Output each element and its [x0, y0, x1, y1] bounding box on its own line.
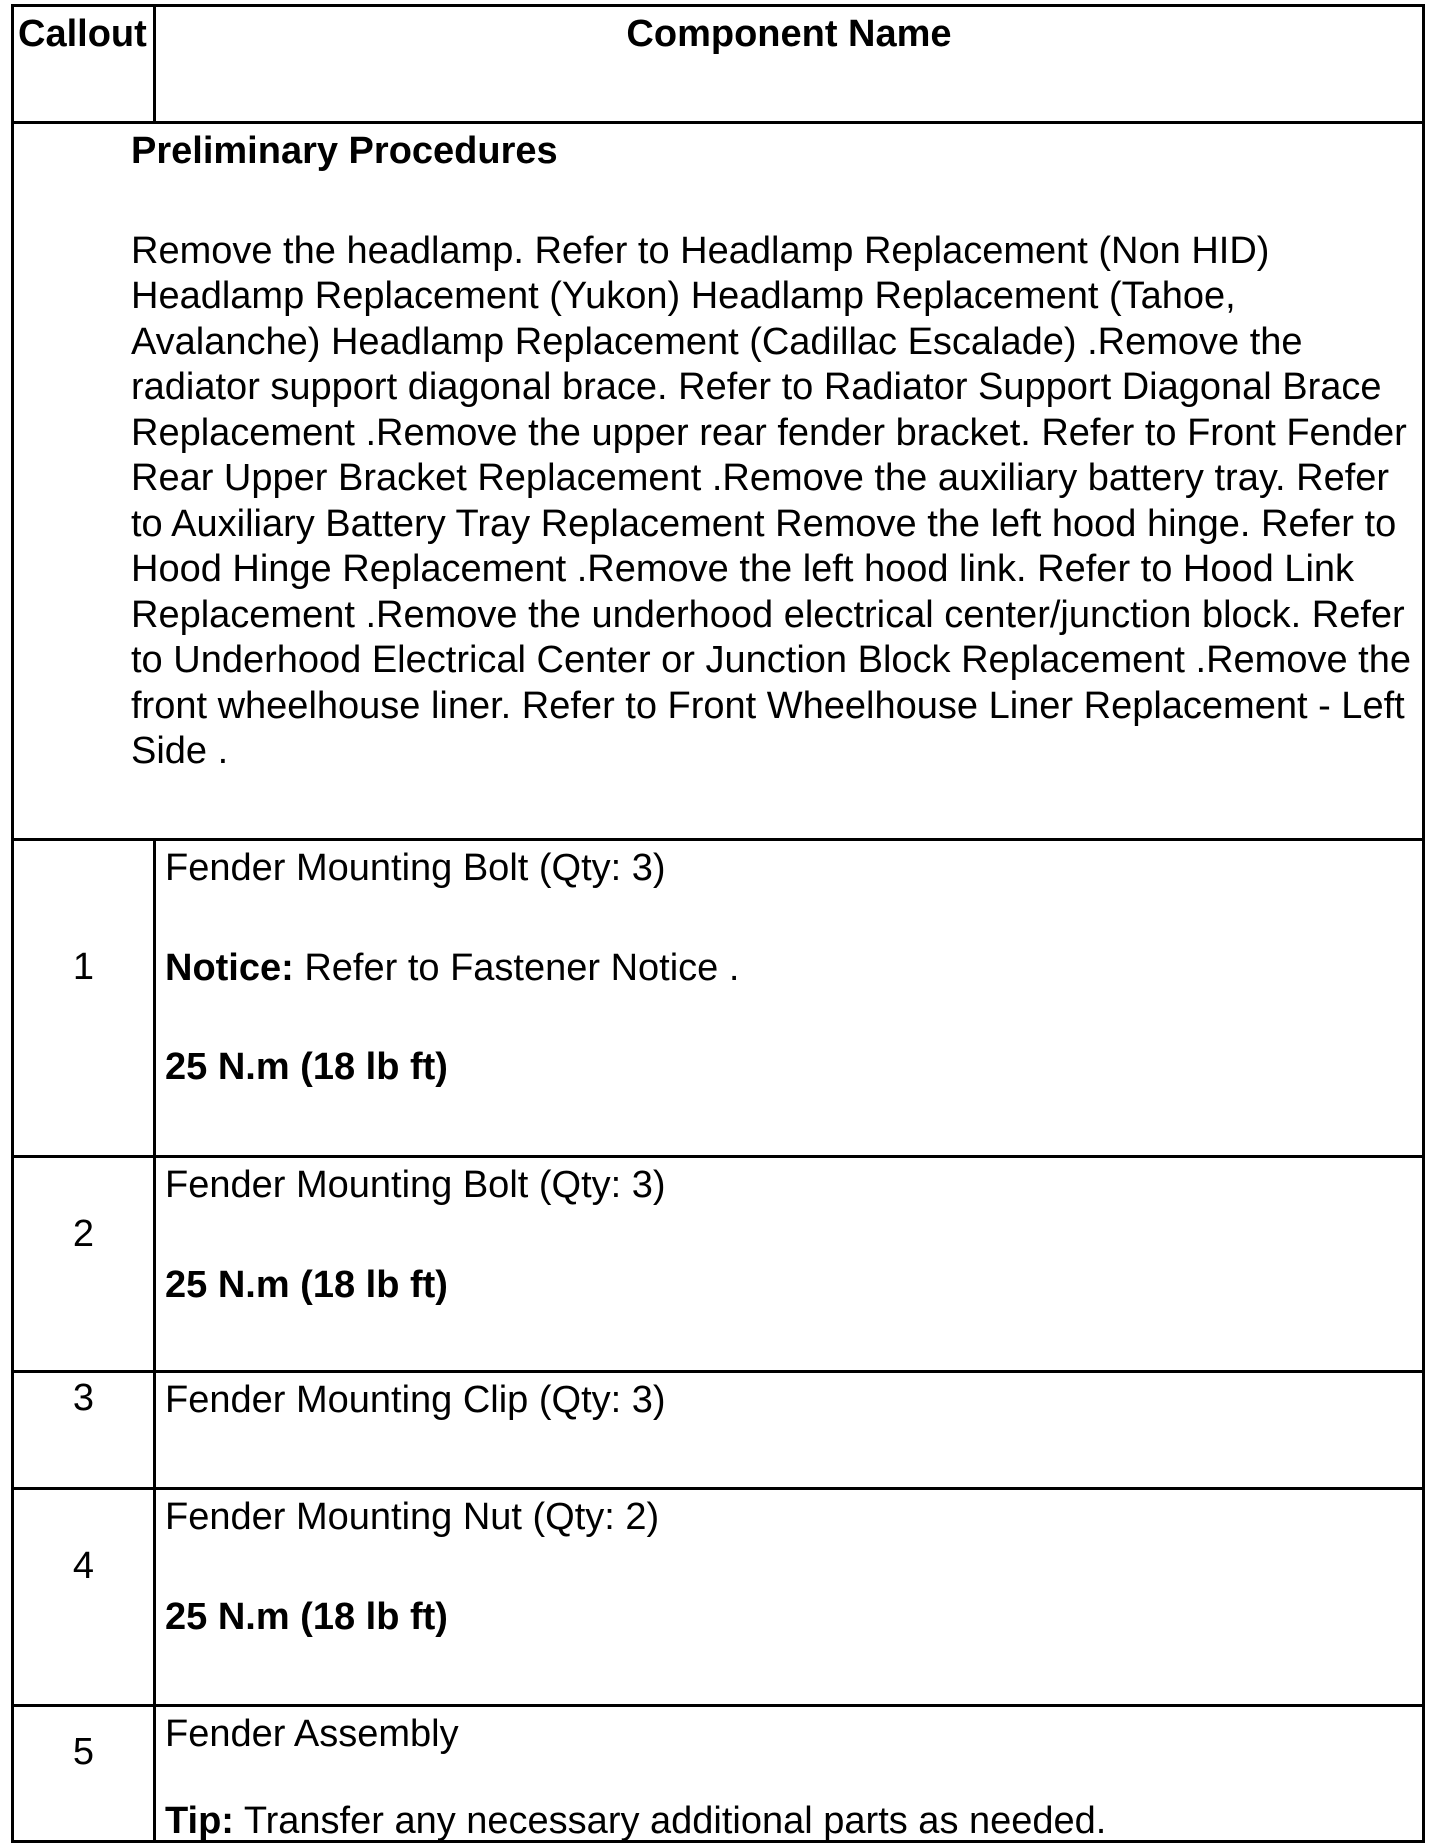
torque-spec: 25 N.m (18 lb ft) [165, 1595, 448, 1638]
callout-number: 1 [14, 841, 156, 1155]
table-row [14, 1373, 1422, 1490]
callout-number: 2 [14, 1158, 156, 1370]
procedure-line: Remove the headlamp. Refer to Headlamp Replacement (Non HID) [131, 229, 1270, 272]
procedure-line: to Auxiliary Battery Tray Replacement Remove the left hood hinge. Refer to [131, 502, 1397, 545]
notice-text: Refer to Fastener Notice . [304, 946, 740, 989]
preliminary-procedures-text [131, 229, 1422, 775]
component-name-column-header: Component Name [626, 13, 952, 55]
procedure-line: Headlamp Replacement (Yukon) Headlamp Replacement (Tahoe, [131, 275, 1236, 317]
component-name: Fender Mounting Clip (Qty: 3) [165, 1379, 666, 1421]
procedure-line: radiator support diagonal brace. Refer to Radiator Support Diagonal Brace [131, 366, 1382, 408]
component-cell [156, 1158, 1422, 1370]
component-cell [156, 1490, 1422, 1704]
procedure-line: Avalanche) Headlamp Replacement (Cadillac Escalade) .Remove the [131, 320, 1303, 363]
notice-label: Notice: [165, 946, 294, 989]
table-row [14, 1490, 1422, 1707]
tip [165, 1802, 1422, 1840]
table-row [14, 1707, 1422, 1840]
tip-text: Transfer any necessary additional parts as needed. [243, 1800, 1107, 1842]
torque-spec: 25 N.m (18 lb ft) [165, 1263, 448, 1306]
callout-number: 3 [14, 1373, 156, 1487]
procedure-line: Side . [131, 730, 229, 772]
procedure-line: to Underhood Electrical Center or Junction Block Replacement .Remove the [131, 639, 1411, 681]
table-row [14, 841, 1422, 1158]
component-table [11, 4, 1425, 1843]
preliminary-procedures-cell [14, 124, 1422, 838]
tip-label: Tip: [165, 1800, 234, 1842]
table-row [14, 1158, 1422, 1373]
component-name: Fender Mounting Bolt (Qty: 3) [165, 1164, 666, 1206]
component-cell [156, 1707, 1422, 1840]
procedure-line: Replacement .Remove the underhood electrical center/junction block. Refer [131, 593, 1405, 636]
component-name: Fender Assembly [165, 1713, 459, 1755]
component-cell [156, 841, 1422, 1155]
callout-number: 4 [14, 1490, 156, 1704]
procedure-line: Hood Hinge Replacement .Remove the left hood link. Refer to Hood Link [131, 548, 1355, 590]
procedure-line: Rear Upper Bracket Replacement .Remove the auxiliary battery tray. Refer [131, 457, 1390, 499]
component-cell [156, 1373, 1422, 1487]
procedure-line: Replacement .Remove the upper rear fender bracket. Refer to Front Fender [131, 411, 1407, 454]
procedure-line: front wheelhouse liner. Refer to Front Wheelhouse Liner Replacement - Left [131, 684, 1405, 727]
table-header-row [14, 7, 1422, 124]
torque-spec: 25 N.m (18 lb ft) [165, 1046, 448, 1088]
preliminary-procedures-row [14, 124, 1422, 841]
callout-number: 5 [14, 1707, 156, 1840]
preliminary-procedures-heading: Preliminary Procedures [131, 130, 558, 172]
callout-column-header: Callout [14, 7, 156, 121]
component-name: Fender Mounting Bolt (Qty: 3) [165, 847, 666, 889]
notice [165, 946, 1422, 992]
component-name: Fender Mounting Nut (Qty: 2) [165, 1496, 660, 1538]
